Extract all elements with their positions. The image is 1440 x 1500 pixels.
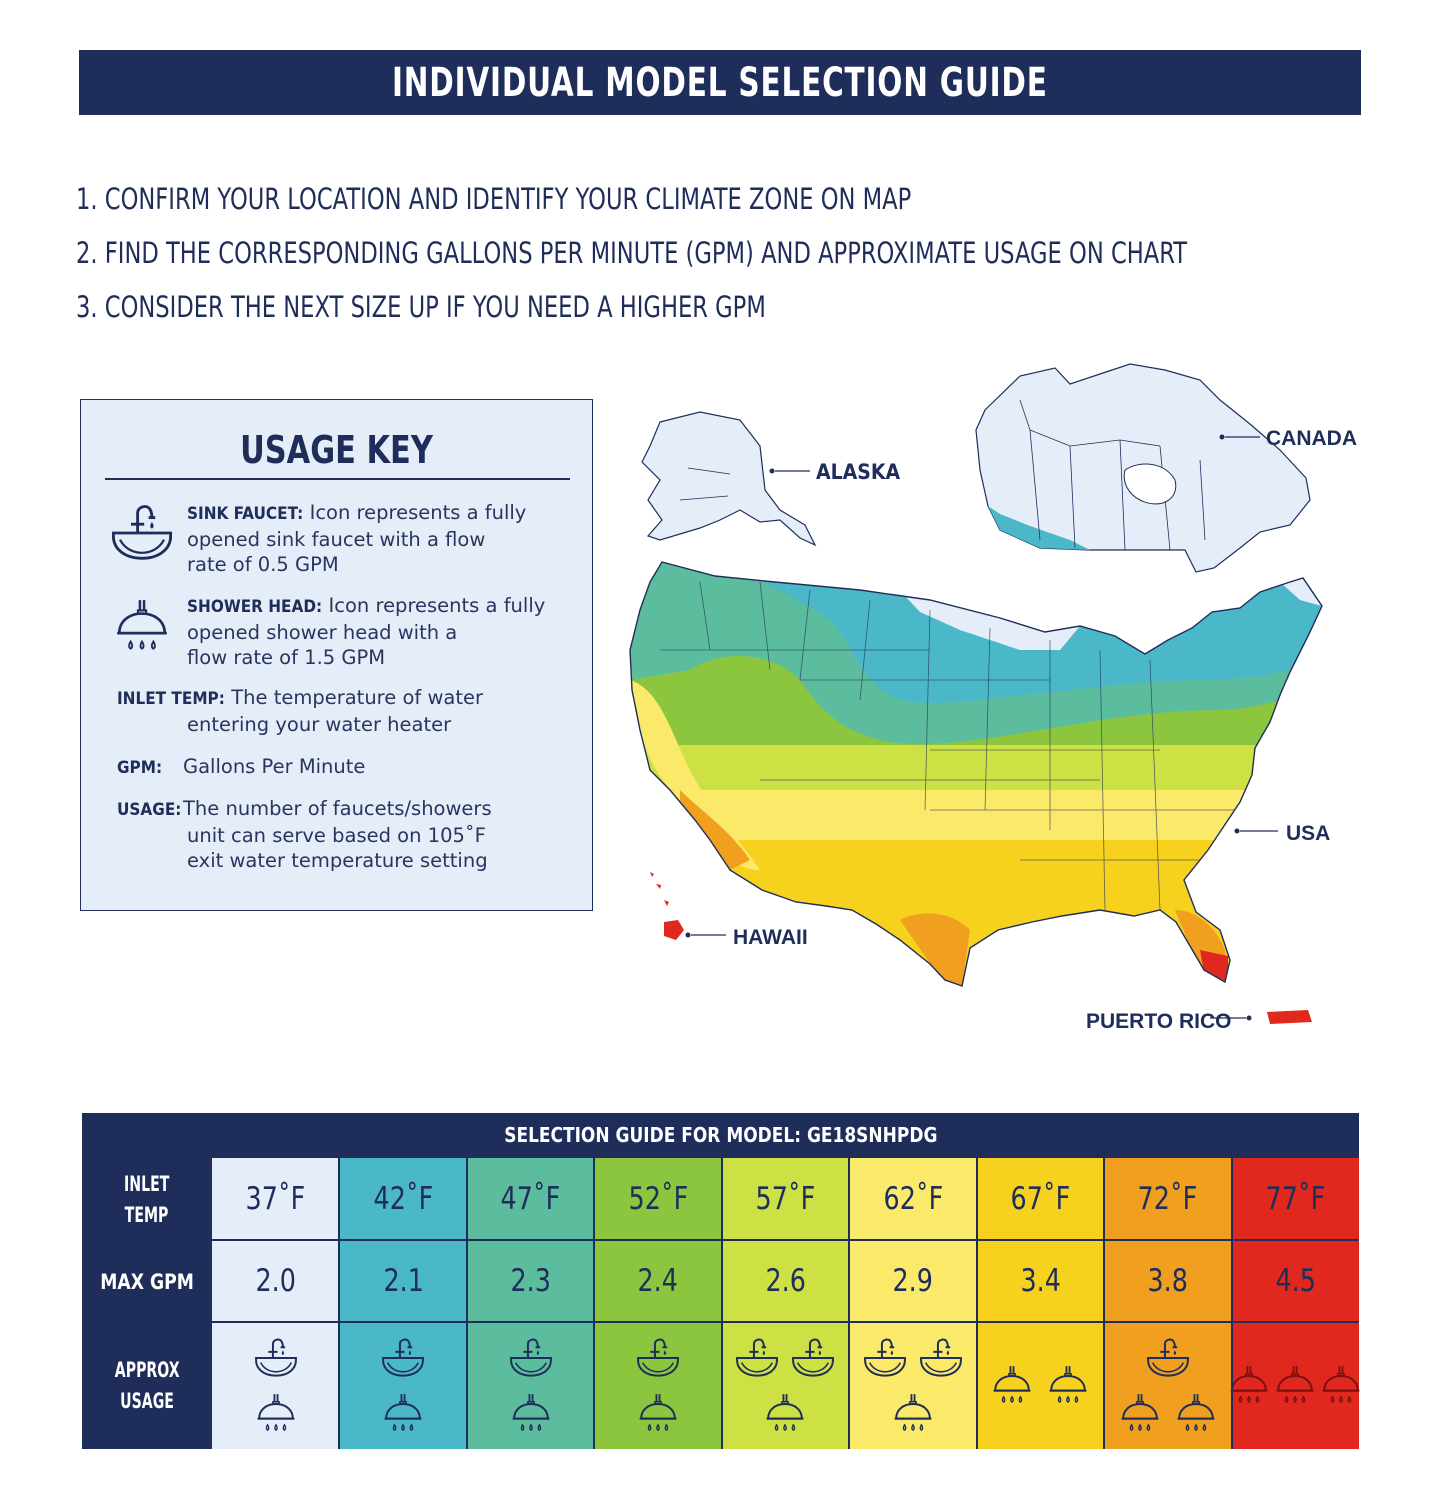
- approx-usage-cell: [212, 1323, 339, 1449]
- usage-key-panel: [80, 399, 593, 911]
- alaska-shape: [642, 412, 815, 545]
- inlet-temp-cell: [212, 1158, 339, 1239]
- inlet-temp-term: INLET TEMP:: [117, 689, 225, 709]
- max-gpm-cell: [977, 1241, 1104, 1321]
- step-1: 1. CONFIRM YOUR LOCATION AND IDENTIFY YOUR CLIMATE ZONE ON MAP: [76, 182, 912, 216]
- usage-key-title: USAGE KEY: [240, 428, 433, 472]
- shower-head-icon: [762, 1391, 808, 1437]
- inlet-temp-cell: [1232, 1158, 1359, 1239]
- shower-head-icon: [253, 1391, 299, 1437]
- shower-head-icon: [508, 1391, 554, 1437]
- inlet-temp-cell: [467, 1158, 594, 1239]
- column-divider: [848, 1158, 850, 1449]
- max-gpm-cell: [339, 1241, 466, 1321]
- shower-head-icon: [1318, 1363, 1364, 1409]
- column-divider: [466, 1158, 468, 1449]
- step-2: 2. FIND THE CORRESPONDING GALLONS PER MINUTE (GPM) AND APPROXIMATE USAGE ON CHART: [76, 236, 1188, 270]
- approx-usage-cell: [594, 1323, 721, 1449]
- puerto-rico-label: PUERTO RICO: [1086, 1010, 1232, 1033]
- inlet-temp-cell: [594, 1158, 721, 1239]
- sink-faucet-icon: [635, 1335, 681, 1381]
- inlet-temp-value: 72˚F: [1137, 1180, 1198, 1217]
- selection-guide-table: [82, 1113, 1359, 1449]
- column-divider: [976, 1158, 978, 1449]
- approx-usage-cell: [467, 1323, 594, 1449]
- inlet-temp-cell: [339, 1158, 466, 1239]
- inlet-temp-value: 57˚F: [755, 1180, 816, 1217]
- max-gpm-cell: [594, 1241, 721, 1321]
- max-gpm-value: 2.1: [382, 1263, 424, 1299]
- inlet-temp-value: 62˚F: [883, 1180, 943, 1217]
- approx-usage-cell: [849, 1323, 976, 1449]
- inlet-temp-value: 42˚F: [373, 1180, 433, 1217]
- inlet-temp-entry: [117, 685, 577, 737]
- shower-head-term: SHOWER HEAD:: [187, 597, 323, 617]
- sink-faucet-icon: [508, 1335, 554, 1381]
- max-gpm-value: 2.4: [637, 1263, 679, 1299]
- row-divider: [82, 1321, 1359, 1323]
- shower-head-icon: [111, 596, 173, 658]
- hawaii-shape: [650, 872, 684, 940]
- instruction-steps: [76, 178, 1356, 340]
- sink-faucet-icon: [862, 1335, 908, 1381]
- max-gpm-cell: [1232, 1241, 1359, 1321]
- max-gpm-value: 2.3: [510, 1263, 551, 1299]
- inlet-temp-value: 47˚F: [500, 1180, 561, 1217]
- max-gpm-cell: [467, 1241, 594, 1321]
- column-divider: [1231, 1158, 1233, 1449]
- column-divider: [721, 1158, 723, 1449]
- usa-label: USA: [1286, 822, 1331, 845]
- hawaii-label: HAWAII: [733, 926, 808, 949]
- shower-head-icon: [1045, 1363, 1091, 1409]
- shower-head-icon: [635, 1391, 681, 1437]
- approx-usage-row-header: APPROX USAGE: [82, 1323, 212, 1449]
- shower-head-icon: [380, 1391, 426, 1437]
- sink-faucet-term: SINK FAUCET:: [187, 504, 304, 524]
- approx-usage-cell: [722, 1323, 849, 1449]
- shower-head-icon: [989, 1363, 1035, 1409]
- gpm-entry: [117, 754, 577, 781]
- column-divider: [1103, 1158, 1105, 1449]
- inlet-temp-value: 67˚F: [1010, 1180, 1071, 1217]
- puerto-rico-shape: [1267, 1010, 1312, 1024]
- inlet-temp-value: 37˚F: [245, 1180, 306, 1217]
- max-gpm-cell: [212, 1241, 339, 1321]
- climate-zone-map: [600, 350, 1360, 1050]
- inlet-temp-def-1: The temperature of water: [231, 686, 484, 709]
- shower-head-icon: [1173, 1391, 1219, 1437]
- max-gpm-cell: [1104, 1241, 1231, 1321]
- shower-head-def-1: Icon represents a fully: [328, 594, 546, 617]
- column-divider: [593, 1158, 595, 1449]
- max-gpm-value: 2.9: [892, 1263, 934, 1299]
- inlet-temp-cell: [849, 1158, 976, 1239]
- inlet-temp-value: 52˚F: [628, 1180, 688, 1217]
- title-banner: [79, 50, 1361, 115]
- approx-usage-cell: [977, 1323, 1104, 1449]
- shower-head-icon: [1117, 1391, 1163, 1437]
- approx-usage-cell: [1232, 1323, 1359, 1449]
- shower-head-icon: [1272, 1363, 1318, 1409]
- canada-label: CANADA: [1266, 427, 1357, 450]
- max-gpm-value: 2.0: [255, 1263, 296, 1299]
- gpm-term: GPM:: [117, 758, 163, 778]
- shower-head-icon: [1226, 1363, 1272, 1409]
- max-gpm-row-header: MAX GPM: [82, 1241, 212, 1323]
- inlet-temp-cell: [722, 1158, 849, 1239]
- inlet-temp-def-2: entering your water heater: [187, 712, 452, 736]
- inlet-temp-cell: [1104, 1158, 1231, 1239]
- max-gpm-cell: [849, 1241, 976, 1321]
- sink-faucet-icon: [109, 500, 175, 566]
- sink-faucet-icon: [1145, 1335, 1191, 1381]
- shower-head-icon: [890, 1391, 936, 1437]
- usage-term: USAGE:: [117, 800, 182, 820]
- sink-faucet-icon: [918, 1335, 964, 1381]
- sink-faucet-icon: [734, 1335, 780, 1381]
- usage-key-divider: [105, 478, 570, 480]
- shower-head-def-2: opened shower head with a: [187, 620, 458, 644]
- approx-usage-cell: [339, 1323, 466, 1449]
- sink-faucet-icon: [380, 1335, 426, 1381]
- inlet-temp-row-header: INLET TEMP: [82, 1158, 212, 1241]
- max-gpm-value: 3.8: [1147, 1263, 1189, 1299]
- map-graphic: [600, 350, 1360, 1050]
- inlet-temp-value: 77˚F: [1265, 1180, 1326, 1217]
- max-gpm-value: 3.4: [1020, 1263, 1061, 1299]
- alaska-label: ALASKA: [816, 460, 901, 484]
- column-divider: [338, 1158, 340, 1449]
- sink-faucet-def-1: Icon represents a fully: [309, 501, 527, 524]
- page-title: INDIVIDUAL MODEL SELECTION GUIDE: [392, 59, 1048, 106]
- max-gpm-value: 2.6: [765, 1263, 806, 1299]
- approx-usage-cell: [1104, 1323, 1231, 1449]
- usage-def-2: unit can serve based on 105˚F: [187, 823, 486, 847]
- row-divider: [82, 1239, 1359, 1241]
- usage-entry: [117, 796, 577, 874]
- sink-faucet-icon: [253, 1335, 299, 1381]
- usage-def-1: The number of faucets/showers: [183, 797, 492, 820]
- table-title: SELECTION GUIDE FOR MODEL: GE18SNHPDG: [82, 1113, 1359, 1158]
- sink-faucet-def-3: rate of 0.5 GPM: [187, 553, 339, 576]
- sink-faucet-entry: [187, 500, 647, 578]
- max-gpm-value: 4.5: [1275, 1263, 1316, 1299]
- max-gpm-cell: [722, 1241, 849, 1321]
- step-3: 3. CONSIDER THE NEXT SIZE UP IF YOU NEED A HIGHER GPM: [76, 290, 766, 324]
- shower-head-entry: [187, 593, 647, 671]
- sink-faucet-def-2: opened sink faucet with a flow: [187, 527, 486, 551]
- gpm-def: Gallons Per Minute: [183, 755, 366, 778]
- shower-head-def-3: flow rate of 1.5 GPM: [187, 646, 386, 669]
- sink-faucet-icon: [790, 1335, 836, 1381]
- usage-def-3: exit water temperature setting: [187, 849, 488, 872]
- inlet-temp-cell: [977, 1158, 1104, 1239]
